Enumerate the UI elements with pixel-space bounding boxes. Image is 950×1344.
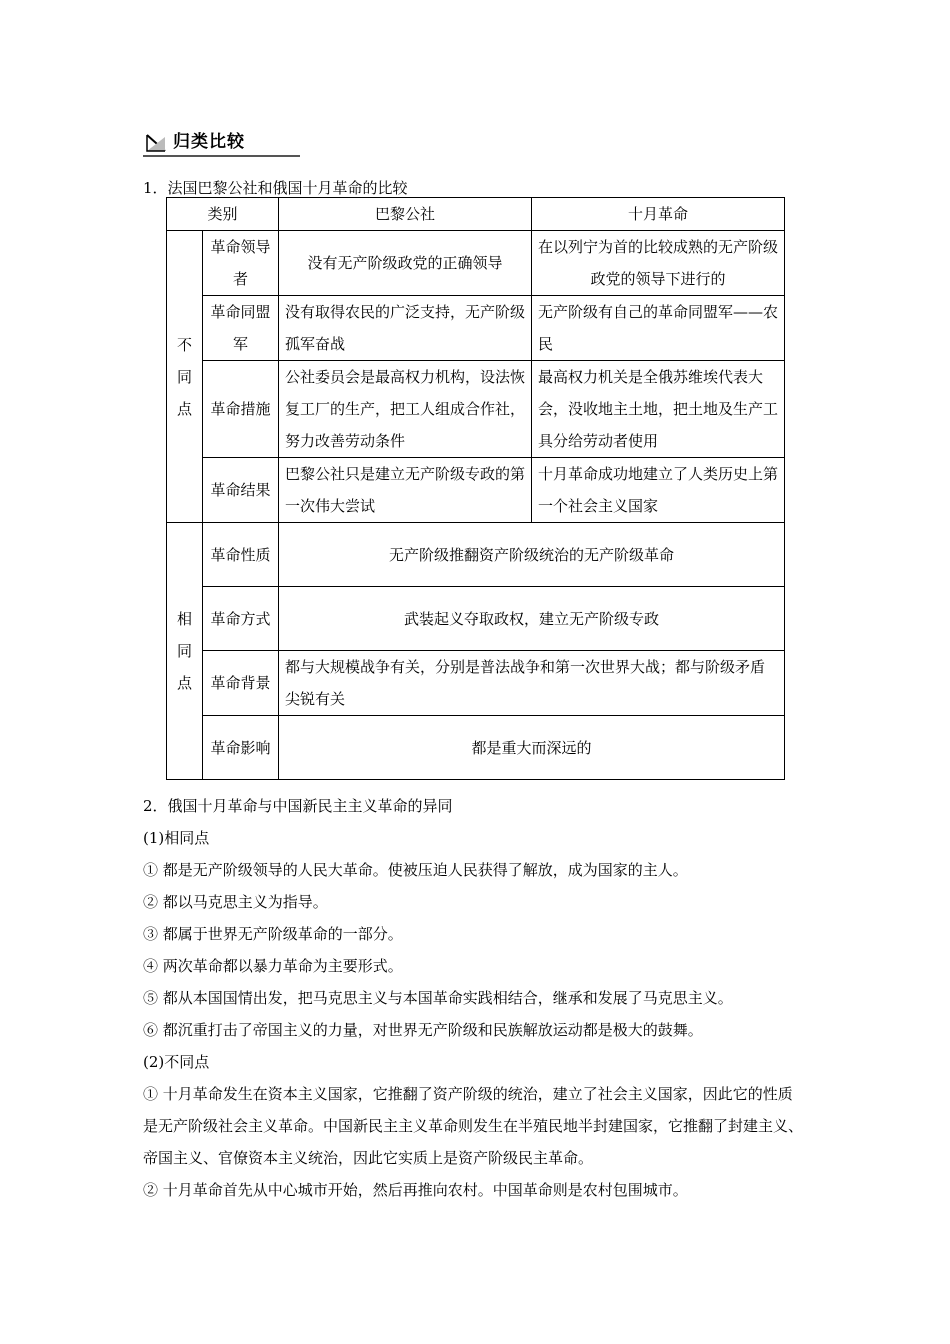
- row-label: 革命性质: [203, 523, 279, 587]
- header-october: 十月革命: [532, 198, 785, 231]
- same-cell: 都与大规模战争有关，分别是普法战争和第一次世界大战；都与阶级矛盾尖锐有关: [279, 651, 785, 716]
- paris-cell: 公社委员会是最高权力机构，设法恢复工厂的生产，把工人组成合作社，努力改善劳动条件: [279, 361, 532, 458]
- same-point: ⑥ 都沉重打击了帝国主义的力量，对世界无产阶级和民族解放运动都是极大的鼓舞。: [143, 1021, 703, 1039]
- section-rule: [143, 155, 300, 157]
- table-row: [167, 458, 785, 523]
- row-label: 革命影响: [203, 716, 279, 780]
- same-cell: 都是重大而深远的: [279, 716, 785, 780]
- table-header-row: [167, 198, 785, 231]
- row-label: 革命背景: [203, 651, 279, 716]
- row-label: 革命结果: [203, 458, 279, 523]
- header-paris: 巴黎公社: [279, 198, 532, 231]
- paris-cell: 没有无产阶级政党的正确领导: [279, 231, 532, 296]
- section-title: 归类比较: [173, 132, 245, 152]
- diff-point: ① 十月革命发生在资本主义国家，它推翻了资产阶级的统治，建立了社会主义国家，因此它的性质是无产阶级社会主义革命。中国新民主主义革命则发生在半殖民地半封建国家，它推翻了封建主义、帝国主义、官僚资本主义统治，因此它实质上是资产阶级民主革命。: [143, 1085, 804, 1167]
- table-row: [167, 523, 785, 587]
- same-point: ③ 都属于世界无产阶级革命的一部分。: [143, 925, 403, 943]
- table-row: [167, 296, 785, 361]
- section-slash-icon: [145, 133, 167, 153]
- paris-cell: 没有取得农民的广泛支持，无产阶级孤军奋战: [279, 296, 532, 361]
- row-label: 革命同盟军: [203, 296, 279, 361]
- same-point: ④ 两次革命都以暴力革命为主要形式。: [143, 957, 403, 975]
- header-category: 类别: [167, 198, 279, 231]
- group-diff-label: 不同点: [167, 231, 203, 523]
- same-point: ① 都是无产阶级领导的人民大革命。使被压迫人民获得了解放，成为国家的主人。: [143, 861, 688, 879]
- item2-title: 2．俄国十月革命与中国新民主主义革命的异同: [143, 797, 453, 815]
- same-cell: 武装起义夺取政权，建立无产阶级专政: [279, 587, 785, 651]
- october-cell: 无产阶级有自己的革命同盟军——农民: [532, 296, 785, 361]
- row-label: 革命措施: [203, 361, 279, 458]
- row-label: 革命方式: [203, 587, 279, 651]
- diff-heading: (2)不同点: [143, 1053, 210, 1071]
- paris-cell: 巴黎公社只是建立无产阶级专政的第一次伟大尝试: [279, 458, 532, 523]
- same-heading: (1)相同点: [143, 829, 210, 847]
- table-row: [167, 716, 785, 780]
- table-row: [167, 587, 785, 651]
- same-cell: 无产阶级推翻资产阶级统治的无产阶级革命: [279, 523, 785, 587]
- same-point: ② 都以马克思主义为指导。: [143, 893, 328, 911]
- diff-point: ② 十月革命首先从中心城市开始，然后再推向农村。中国革命则是农村包围城市。: [143, 1181, 688, 1199]
- october-cell: 在以列宁为首的比较成熟的无产阶级政党的领导下进行的: [532, 231, 785, 296]
- section-heading: [143, 131, 300, 157]
- comparison-table: [166, 197, 785, 780]
- table-row: [167, 651, 785, 716]
- table-row: [167, 231, 785, 296]
- group-same-label: 相同点: [167, 523, 203, 780]
- october-cell: 最高权力机关是全俄苏维埃代表大会，没收地主土地，把土地及生产工具分给劳动者使用: [532, 361, 785, 458]
- table-row: [167, 361, 785, 458]
- same-point: ⑤ 都从本国国情出发，把马克思主义与本国革命实践相结合，继承和发展了马克思主义。: [143, 989, 733, 1007]
- item1-title: 1．法国巴黎公社和俄国十月革命的比较: [143, 179, 408, 197]
- row-label: 革命领导者: [203, 231, 279, 296]
- october-cell: 十月革命成功地建立了人类历史上第一个社会主义国家: [532, 458, 785, 523]
